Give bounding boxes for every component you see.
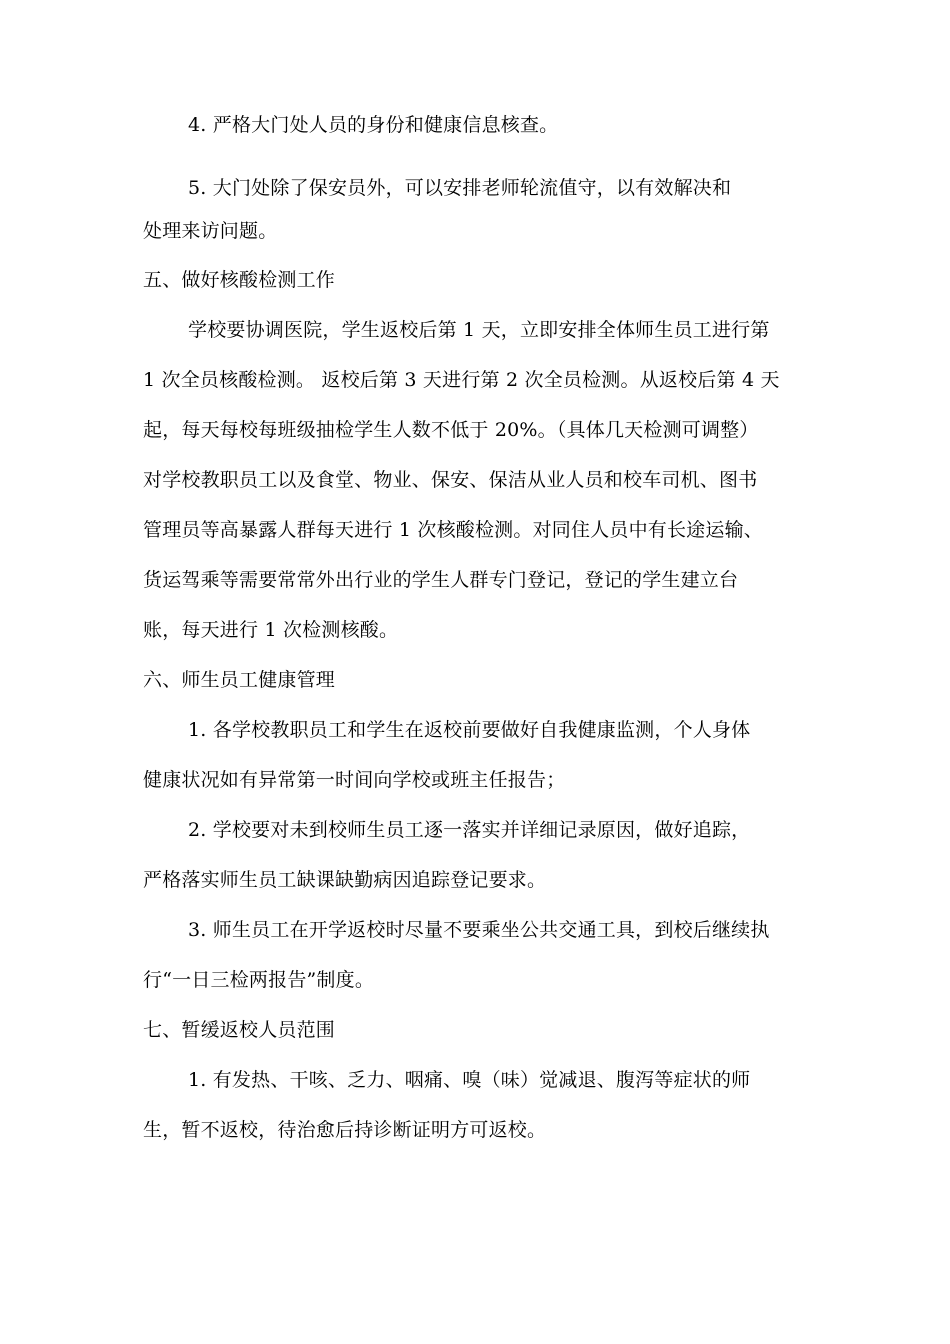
- paragraph-line: 五、做好核酸检测工作: [143, 269, 336, 291]
- paragraph-line: 账，每天进行 1 次检测核酸。: [143, 619, 399, 641]
- paragraph-line: 生，暂不返校，待治愈后持诊断证明方可返校。: [143, 1119, 547, 1141]
- paragraph-line: 七、暂缓返校人员范围: [143, 1019, 336, 1041]
- paragraph-line: 健康状况如有异常第一时间向学校或班主任报告；: [143, 769, 566, 791]
- paragraph-line: 1. 各学校教职员工和学生在返校前要做好自我健康监测，个人身体: [188, 719, 751, 741]
- paragraph-line: 行“一日三检两报告”制度。: [143, 969, 375, 991]
- paragraph-line: 1. 有发热、干咳、乏力、咽痛、嗅（味）觉减退、腹泻等症状的师: [188, 1069, 751, 1091]
- paragraph-line: 5. 大门处除了保安员外，可以安排老师轮流值守，以有效解决和: [188, 177, 732, 199]
- paragraph-line: 2. 学校要对未到校师生员工逐一落实并详细记录原因，做好追踪，: [188, 819, 751, 841]
- paragraph-line: 严格落实师生员工缺课缺勤病因追踪登记要求。: [143, 869, 547, 891]
- paragraph-line: 3. 师生员工在开学返校时尽量不要乘坐公共交通工具，到校后继续执: [188, 919, 770, 941]
- paragraph-line: 六、师生员工健康管理: [143, 669, 336, 691]
- paragraph-line: 4. 严格大门处人员的身份和健康信息核查。: [188, 114, 559, 136]
- paragraph-line: 对学校教职员工以及食堂、物业、保安、保洁从业人员和校车司机、图书: [143, 469, 758, 491]
- paragraph-line: 1 次全员核酸检测。 返校后第 3 天进行第 2 次全员检测。从返校后第 4 天: [143, 369, 780, 391]
- paragraph-line: 管理员等高暴露人群每天进行 1 次核酸检测。对同住人员中有长途运输、: [143, 519, 763, 541]
- paragraph-line: 处理来访问题。: [143, 220, 278, 242]
- paragraph-line: 货运驾乘等需要常常外出行业的学生人群专门登记，登记的学生建立台: [143, 569, 739, 591]
- paragraph-line: 起，每天每校每班级抽检学生人数不低于 20%。（具体几天检测可调整）: [143, 419, 759, 441]
- paragraph-line: 学校要协调医院，学生返校后第 1 天，立即安排全体师生员工进行第: [188, 319, 770, 341]
